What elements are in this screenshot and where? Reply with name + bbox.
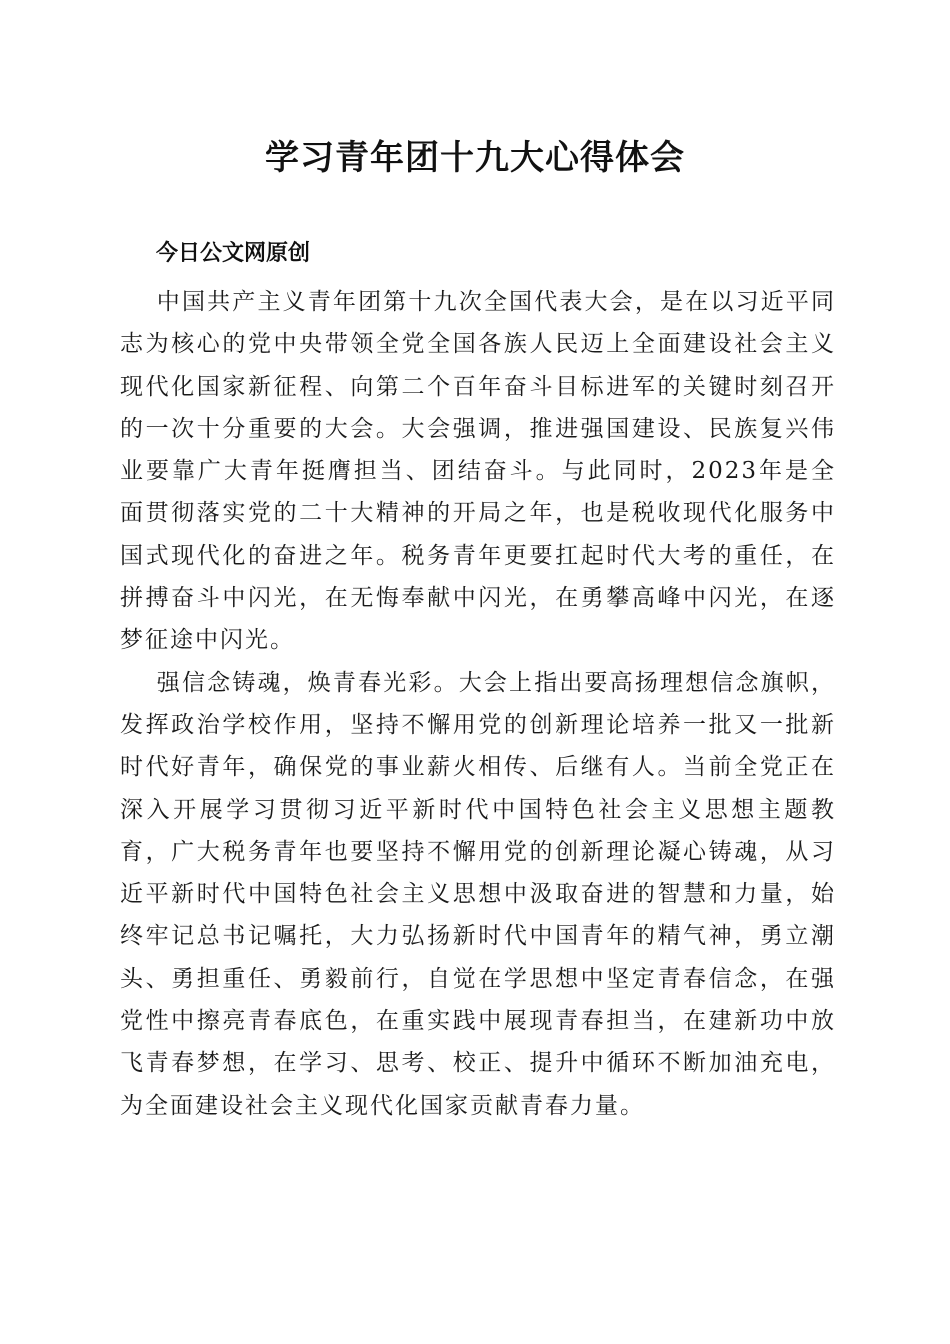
- paragraph-faith: 强信念铸魂，焕青春光彩。大会上指出要高扬理想信念旗帜，发挥政治学校作用，坚持不懈用党的创新理论培养一批又一批新时代好青年，确保党的事业薪火相传、后继有人。当前全党正在深入开展学习贯彻习近平新时代中国特色社会主义思想主题教育，广大税务青年也要坚持不懈用党的创新理论凝心铸魂，从习近平新时代中国特色社会主义思想中汲取奋进的智慧和力量，始终牢记总书记嘱托，大力弘扬新时代中国青年的精气神，勇立潮头、勇担重任、勇毅前行，自觉在学思想中坚定青春信念，在强党性中擦亮青春底色，在重实践中展现青春担当，在建新功中放飞青春梦想，在学习、思考、校正、提升中循环不断加油充电，为全面建设社会主义现代化国家贡献青春力量。: [120, 669, 836, 1119]
- document-source: 今日公文网原创: [156, 241, 311, 266]
- document-body: [120, 281, 836, 1127]
- paragraph-intro: 中国共产主义青年团第十九次全国代表大会，是在以习近平同志为核心的党中央带领全党全国各族人民迈上全面建设社会主义现代化国家新征程、向第二个百年奋斗目标进军的关键时刻召开的一次十分重要的大会。大会强调，推进强国建设、民族复兴伟业要靠广大青年挺膺担当、团结奋斗。与此同时，2023年是全面贯彻落实党的二十大精神的开局之年，也是税收现代化服务中国式现代化的奋进之年。税务青年更要扛起时代大考的重任，在拼搏奋斗中闪光，在无悔奉献中闪光，在勇攀高峰中闪光，在逐梦征途中闪光。: [120, 289, 836, 654]
- document-title: 学习青年团十九大心得体会: [265, 138, 685, 178]
